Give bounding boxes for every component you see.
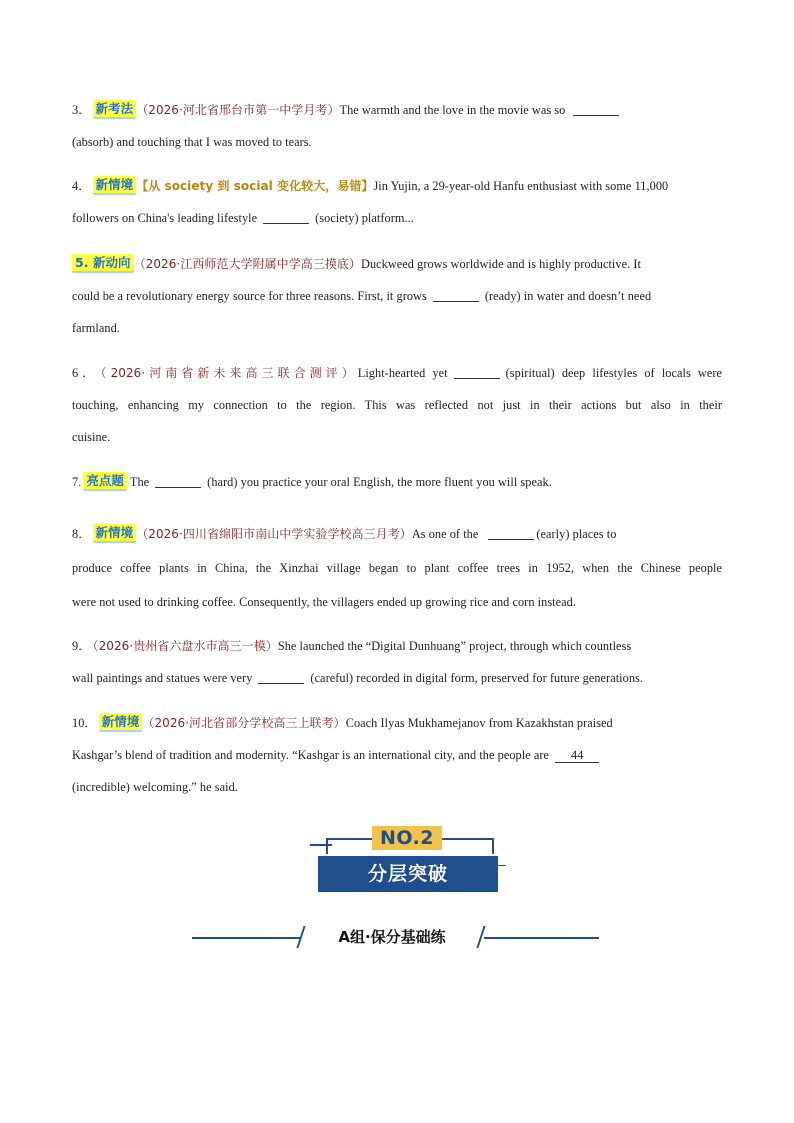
question-source: （2026·河南省新未来高三联合测评） <box>100 366 358 380</box>
answer-blank[interactable] <box>488 527 534 540</box>
new-context-tag: 新情境 <box>99 713 143 732</box>
question-text: Kashgar’s blend of tradition and modernity. “Kashgar is an international city, and the people are <box>72 748 549 762</box>
question-number: 9． <box>72 639 91 653</box>
question-text: The warmth and the love in the movie was so <box>339 103 566 117</box>
question-text: (society) platform... <box>315 211 414 225</box>
question-text: cuisine. <box>72 430 111 444</box>
question-3 <box>72 94 722 158</box>
question-text: touching, enhancing my connection to the region. This was reflected not just in their actions but also in their <box>72 398 722 412</box>
new-method-tag: 新考法 <box>93 100 137 119</box>
question-source: （2026·河北省部分学校高三上联考） <box>142 716 346 730</box>
question-source: （2026·四川省绵阳市南山中学实验学校高三月考） <box>136 527 412 541</box>
highlight-tag: 亮点题 <box>83 472 127 491</box>
question-text: Jin Yujin, a 29-year-old Hanfu enthusiast with some 11,000 <box>373 179 669 193</box>
new-trend-tag <box>72 254 134 273</box>
answer-blank[interactable] <box>263 211 309 224</box>
answer-blank[interactable] <box>573 103 619 116</box>
tag-label: 新动向 <box>92 255 131 270</box>
question-text: She launched the “Digital Dunhuang” project, through which countless <box>277 639 632 653</box>
divider <box>192 937 300 939</box>
answer-blank[interactable] <box>155 475 201 488</box>
question-7 <box>72 466 722 498</box>
section-banner <box>306 822 506 894</box>
banner-frame <box>326 838 328 854</box>
question-number: 6． <box>72 366 99 380</box>
answer-blank[interactable]: 44 <box>555 748 599 763</box>
question-number: 3． <box>72 103 91 117</box>
question-number: 4． <box>72 179 91 193</box>
question-text: (ready) in water and doesn’t need <box>484 289 652 303</box>
new-context-tag: 新情境 <box>93 176 137 195</box>
question-source: （2026·河北省邢台市第一中学月考） <box>136 103 340 117</box>
answer-blank[interactable] <box>433 289 479 302</box>
answer-blank[interactable] <box>454 366 500 379</box>
question-number: 7. <box>72 475 82 489</box>
question-9 <box>72 630 722 694</box>
subsection-title: A组·保分基础练 <box>338 928 446 946</box>
error-note: 【从 society 到 social 变化较大，易错】 <box>136 179 374 193</box>
question-8 <box>72 518 722 618</box>
question-text: produce coffee plants in China, the Xinzhai village began to plant coffee trees in 1952, when the Chinese people <box>72 561 722 575</box>
question-text: farmland. <box>72 321 120 335</box>
question-text: (absorb) and touching that I was moved to tears. <box>72 135 312 149</box>
question-text: were not used to drinking coffee. Consequently, the villagers ended up growing rice and corn instead. <box>72 595 576 609</box>
question-text: Light-hearted yet <box>357 366 448 380</box>
question-text: As one of the <box>411 527 479 541</box>
question-source: （2026·江西师范大学附属中学高三摸底） <box>133 257 362 271</box>
question-number: 10． <box>72 716 97 730</box>
question-4 <box>72 170 722 234</box>
question-text: wall paintings and statues were very <box>72 671 253 685</box>
question-number: 8． <box>72 527 91 541</box>
question-text: Coach Ilyas Mukhamejanov from Kazakhstan praised <box>345 716 613 730</box>
answer-blank[interactable] <box>258 671 304 684</box>
question-text: (incredible) welcoming.” he said. <box>72 780 238 794</box>
banner-tick <box>310 844 332 846</box>
section-title: 分层突破 <box>318 856 498 892</box>
question-6 <box>72 357 722 453</box>
question-text: (early) places to <box>536 527 617 541</box>
question-text: Duckweed grows worldwide and is highly productive. It <box>361 257 641 271</box>
question-text: The <box>129 475 150 489</box>
question-text: could be a revolutionary energy source for three reasons. First, it grows <box>72 289 427 303</box>
question-number: 5. <box>75 255 89 270</box>
question-text: followers on China's leading lifestyle <box>72 211 258 225</box>
question-10 <box>72 707 722 803</box>
divider <box>484 937 599 939</box>
question-text: (careful) recorded in digital form, preserved for future generations. <box>310 671 643 685</box>
question-5 <box>72 248 722 344</box>
banner-frame <box>492 838 494 854</box>
question-text: (spiritual) deep lifestyles of locals were <box>505 366 723 380</box>
section-subheading <box>192 924 602 952</box>
question-source: （2026·贵州省六盘水市高三一模） <box>92 639 278 653</box>
new-context-tag: 新情境 <box>93 524 137 543</box>
section-number: NO.2 <box>372 826 442 850</box>
question-text: (hard) you practice your oral English, the more fluent you will speak. <box>207 475 552 489</box>
